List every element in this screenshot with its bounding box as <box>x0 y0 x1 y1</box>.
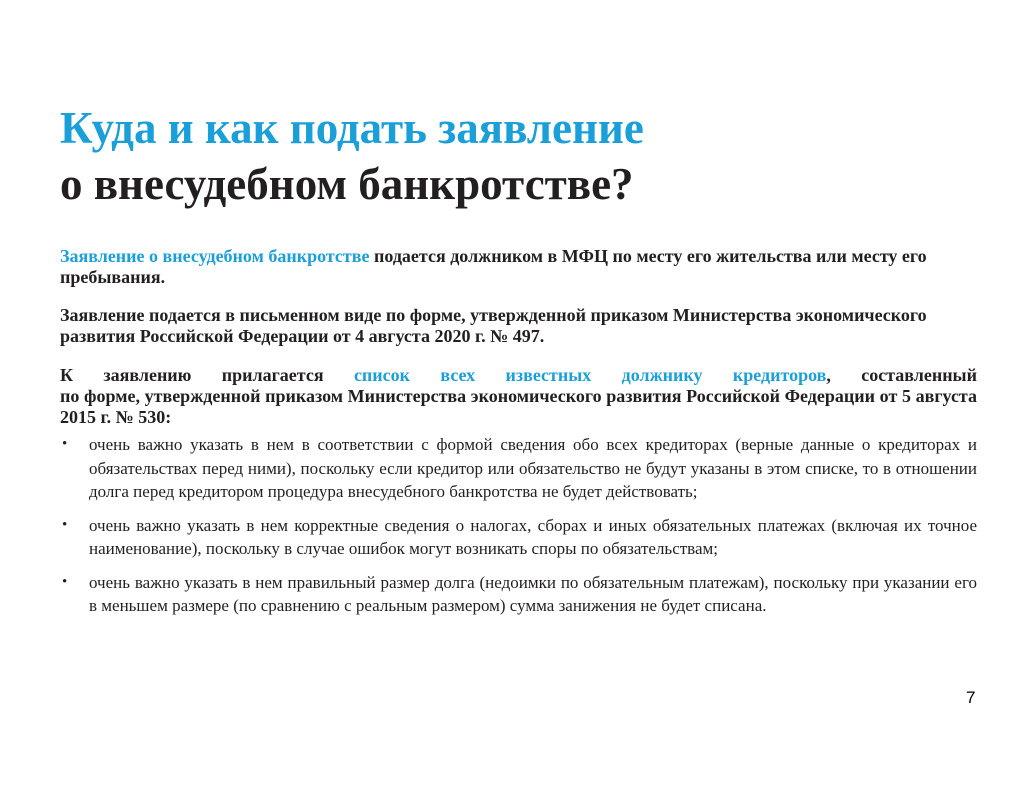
bullet-marker: • <box>62 516 68 533</box>
page-title-line-1: Куда и как подать заявление <box>60 103 644 153</box>
list-item-text: очень важно указать в нем правильный размер долга (недоимки по обязательным платежам), поскольку при указании его в меньшем размере (по сравнению с реальным размером) сумма занижения не будет списана. <box>89 572 977 615</box>
list-item-text: очень важно указать в нем в соответствии с формой сведения обо всех кредиторах (верные данные о кредиторах и обязательствах перед ними), поскольку если кредитор или обязательство не будут указаны в этом списке, то в отношении долга перед кредитором процедура внесудебного банкротства не будет действовать; <box>89 435 977 501</box>
paragraph-text: К заявлению прилагается <box>60 365 354 385</box>
page-number: 7 <box>966 688 976 707</box>
paragraph-text: по форме, утвержденной приказом Министерства экономического развития Российской Федерации от 5 августа 2015 г. № 530: <box>60 386 977 427</box>
paragraph-form-requirement <box>60 305 940 347</box>
paragraph-where-to-submit <box>60 246 940 288</box>
highlight-creditors-list: список всех известных должнику кредиторов <box>353 365 827 385</box>
paragraph-text: Заявление подается в письменном виде по форме, утвержденной приказом Министерства экономического развития Российской Федерации от 4 августа 2020 г. № 497. <box>60 305 927 346</box>
paragraph-first-line <box>60 365 977 386</box>
paragraph-text: , составленный <box>826 365 977 385</box>
requirements-list <box>60 433 977 628</box>
paragraph-attachment <box>60 365 977 428</box>
paragraph-text: подается должником в МФЦ по месту его жительства или месту его пребывания. <box>60 246 927 287</box>
bullet-marker: • <box>62 573 68 590</box>
highlight-application-name: Заявление о внесудебном банкротстве <box>60 246 370 266</box>
list-item <box>60 433 977 504</box>
list-item <box>60 571 977 618</box>
bullet-marker: • <box>62 436 68 452</box>
list-item <box>60 514 977 561</box>
list-item-text: очень важно указать в нем корректные сведения о налогах, сборах и иных обязательных платежах (включая их точное наименование), поскольку в случае ошибок могут возникать споры по обязательствам; <box>89 515 977 558</box>
page-title-line-2: о внесудебном банкротстве? <box>60 159 634 209</box>
